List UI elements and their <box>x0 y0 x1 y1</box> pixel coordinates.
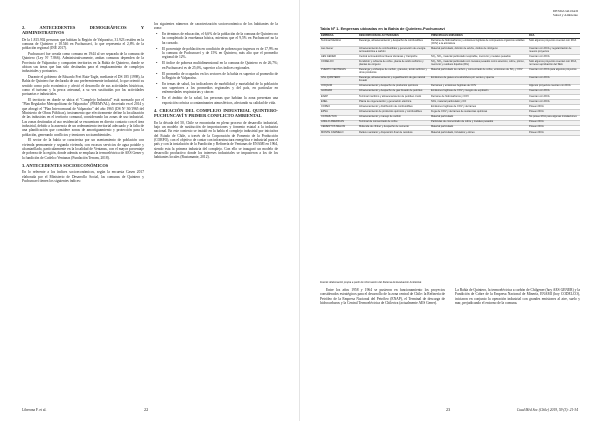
table-cell: Poseen RCA <box>528 105 580 110</box>
table-cell: Almacenamiento de productos químicos y combustibles <box>358 110 430 115</box>
table-cell: Terminal Maritimo <box>320 39 358 47</box>
bullet-item: • En el ámbito de la salud, las personas que habitan la zona presentan una exposición crónica a contaminantes atmosféricos, afectando su calidad de vida. <box>154 96 278 105</box>
paragraph: En lo referente a los índices socioeconómicos, según la encuesta Casen 2017 elaborada por el Ministerio de Desarrollo Social, las comunas de Quintero y Puchuncaví tienen los siguientes índices: <box>22 170 144 184</box>
table-cell: Terminal de concentrado de cobre <box>358 120 430 125</box>
column-header: RCA <box>528 34 580 39</box>
table-cell: Planta de cogeneración y generación eléctrica <box>358 100 430 105</box>
page-number-right: 23 <box>446 407 451 412</box>
table-cell: Fuga de COV y derrames de sustancias químicas <box>430 110 528 115</box>
table-cell: Material particulado <box>430 125 528 130</box>
table-row <box>320 39 580 47</box>
header-title: DESIGUALDAD <box>552 9 578 13</box>
table-cell: Material particulado de carbón y concentrado de cobre, emisiones de SO₂ y COV <box>430 68 528 76</box>
table-cell: CEMENTOS MELON <box>320 125 358 130</box>
left-column-2 <box>154 22 278 161</box>
column-header: EMPRESA <box>320 34 358 39</box>
paragraph: El territorio en donde se ubica el "Complejo Industrial" está normado por el "Plan Regulador Metropolitano de Valparaíso" (PREMVAL), decretado en el 2014 y que abrogó el "Plan Intercomunal de Valparaíso" del año 1965 (DS Nº 30/1965 del Ministerio de Obras Públicas), instrumento que efectivamente define la localización de las industrias en el territorio comunal, considerando las zonas de uso industrial. Las zonas destinadas al uso residencial se encuentran en directo contacto con el área industrial, debido a la ausencia de un ordenamiento territorial adecuado y la falta de una planificación que considere zonas de amortiguamiento y protección para la población, generando conflictos y tensiones socioambientales. <box>22 97 144 137</box>
table-source-note: Fuente: Elaboración propia a partir de información del Sistema de Evaluación Ambiental. <box>320 281 422 284</box>
table-cell: ENEL <box>320 100 358 105</box>
table-cell: GNL QUINTERO <box>320 76 358 84</box>
table-cell: Cuentan con RCA <box>528 95 580 100</box>
bullet-item: • El promedio de ocupados en los sectores de la bahía es superior al promedio de la Región de Valparaíso. <box>154 72 278 81</box>
table-cell: Cuentan con RCA <box>528 55 580 60</box>
paragraph: El sector de la bahía se caracteriza por un asentamiento de población con vivienda permanente y segunda vivienda, con escasos servicios de agua potable y alcantarillado, particularmente en la localidad de Ventanas, con el mayor porcentaje de pobreza de la región, donde además se emplaza la termoeléctrica de AES Gener y la fundición de Codelco Ventanas (Fundación Terram, 2018). <box>22 138 144 160</box>
table-cell: EPSA <box>320 110 358 115</box>
table-cell: No posee RCA para algunas instalaciones <box>528 115 580 120</box>
table-cell: Material particulado <box>430 115 528 120</box>
table-cell: Descarga, almacenamiento y despacho de combustibles <box>358 39 430 47</box>
table-caption: Tabla Nº 1. Empresas ubicadas en la Bahía de Quintero-Puchuncaví <box>320 26 445 31</box>
bullet-item: • En términos de educación, el 6,6% de la población de la comuna de Quintero no ha completado la enseñanza básica, mientras que el 9,5% en Puchuncaví no la ha cursado. <box>154 32 278 45</box>
table-cell: Terminal marítimo y almacenamiento de petróleo crudo <box>358 95 430 100</box>
bullet-item: • En temas de salud, los indicadores de morbilidad y mortalidad de la población son superiores a los promedios regionales y del país, en particular en enfermedades respiratorias y cáncer. <box>154 82 278 95</box>
section-heading-socioeconomic: 3. ANTECEDENTES SOCIOECONÓMICOS <box>22 162 109 168</box>
table-cell: Fundición y refinería de cobre, planta de ácido sulfúrico y plantas de oxígeno <box>358 60 430 68</box>
table-cell: AES GENER <box>320 55 358 60</box>
paragraph: Durante el gobierno de Eduardo Frei Ruiz-Tagle, mediante el DS 185 (1998), la Bahía de Quintero fue declarada de uso preferentemente industrial, lo que orientó su sentido como polo económico y afectó el desarrollo de sus actividades históricas, como el turismo y la pesca artesanal, a su vez sustituidas por las actividades portuarias e industriales. <box>22 74 144 97</box>
table-row <box>320 68 580 76</box>
running-header <box>553 9 578 17</box>
table-cell: ENAP <box>320 95 358 100</box>
table-cell: Almacenamiento de combustibles y generación de energía termoeléctrica a carbón <box>358 47 430 55</box>
table-cell: SO₂, NO₂, material particulado con metales pesados como arsénico, cobre, plomo, mercurio y residuos líquidos (RIL) <box>430 60 528 68</box>
table-cell: Derrame de hidrocarburos y COV <box>430 95 528 100</box>
table-cell: Molienda de clínker y despacho de cemento <box>358 125 430 130</box>
table-cell: PUERTO VENTANAS <box>320 68 358 76</box>
companies-table <box>320 33 580 136</box>
table-cell: Material particulado, lixiviados y olores <box>430 131 528 136</box>
paragraph: En la década del 50, Chile se encontraba en pleno proceso de desarrollo industrial, bajo un modelo de sustitución de importaciones y fomento estatal a la industria nacional. En este contexto se instaló en la bahía el complejo industrial por iniciativa del Estado de Chile, a través de la Corporación de Fomento de la Producción (CORFO), con el objetivo de contar con infraestructura energética e industrial para el país y con la instalación de la Fundición y Refinería de Ventanas de ENAMI en 1964, siendo esta la primera industria del complejo. Con ello se inauguró un modelo de desarrollo productivo donde los intereses industriales se impusieron a los de los habitantes locales (Bustamante, 2012). <box>154 120 278 160</box>
table-cell: Solo algunos proyectos cuentan con RCA <box>528 39 580 47</box>
left-column-1 <box>22 22 144 185</box>
table-cell: Relleno sanitario y disposición final de residuos <box>358 131 430 136</box>
table-cell: Central termoeléctrica Nueva Ventanas y Campiche <box>358 55 430 60</box>
table-cell: Cuentan con RCA <box>528 76 580 84</box>
table-cell: MONTE CARMELO <box>320 131 358 136</box>
bullet-item: • El índice de pobreza multidimensional en la comuna de Quintero es de 26,7%; en Puchuncaví es de 25,6%, superior a los índices regionales. <box>154 61 278 70</box>
table-cell: Emisiones fugitivas de COV y derrames <box>430 105 528 110</box>
column-header: PRINCIPALES EMISIONES <box>430 34 528 39</box>
table-row <box>320 131 580 136</box>
table-cell: Almacenamiento y despacho de gas licuado de petróleo <box>358 89 430 94</box>
right-page <box>300 0 600 421</box>
table-body <box>320 39 580 136</box>
table-cell: CODELCO <box>320 60 358 68</box>
section-heading-industrial-complex: 4. CREACIÓN DEL COMPLEJO INDUSTRIAL QUINTERO-PUCHUNCAVÍ Y PRIMER CONFLICTO AMBIENTAL <box>154 108 278 119</box>
section-heading-demographics: 2. ANTECEDENTES DEMOGRÁFICOS Y ADMINISTRATIVOS <box>22 25 144 35</box>
table-cell: Solo algunos proyectos cuentan con RCA, no tienen aprobación del SEA <box>528 60 580 68</box>
bullet-list <box>154 32 278 105</box>
bullet-item: • El porcentaje de población en condición de pobreza por ingresos es de 17,9% en la comuna de Puchuncaví y de 15% en Quintero, más alto que el promedio regional de 12%. <box>154 47 278 60</box>
table-cell: CATAMUTUN <box>320 115 358 120</box>
table-cell: Partículas de concentrado de cobre y metales pesados <box>430 120 528 125</box>
table-cell: Cuentan con RCA <box>528 89 580 94</box>
paragraph: Puchuncaví fue creada como comuna en 1944 al ser separada de la comuna de Quintero (Ley Nº 7.866). Administrativamente, ambas comunas dependen de la Provincia de Valparaíso y comparten territorios en la Bahía de Quintero, donde se ubican sus áreas que han sido destinadas para el emplazamiento de complejos industriales y portuarios. <box>22 51 144 74</box>
table-cell: Almacenamiento y manejo de carbón <box>358 115 430 120</box>
table-cell: Cuentan con RCA para algunos proyectos <box>528 68 580 76</box>
paragraph: Entre los años 1958 y 1964 se pusieron en funcionamiento los proyectos considerados estratégicos para el desarrollo de la zona central de Chile: la Refinería de Petróleo de la Empresa Nacional del Petróleo (ENAP), el Terminal de descarga de hidrocarburos y la Central Termoeléctrica de Chilectra (actualmente AES Gener). <box>320 288 445 306</box>
column-header: DESCRIPCIÓN DE ACTIVIDADES <box>358 34 430 39</box>
table-cell: Derrames y emisiones fugitivas de COV <box>430 84 528 89</box>
table-cell: Algunos proyectos cuentan con RCA <box>528 84 580 89</box>
table-cell: Derrame de hidrocarburos y emisiones fugitivas de compuestos orgánicos volátiles (COV) a la atmósfera <box>430 39 528 47</box>
table-cell: Almacenamiento y distribución de combustibles <box>358 105 430 110</box>
right-column-2 <box>455 288 580 307</box>
table-cell: NOx, material particulado y CO <box>430 100 528 105</box>
table-cell: ANGLO AMERICAN <box>320 120 358 125</box>
table-cell: Poseen RCA <box>528 110 580 115</box>
table-cell: Aes Gener <box>320 47 358 55</box>
footer-author: Liberona F. et al. <box>22 408 47 412</box>
table-cell: Poseen RCA <box>528 125 580 130</box>
table-cell: COPEC <box>320 105 358 110</box>
footer-journal: Cuad Méd Soc (Chile) 2019, 59 (3): 21-34 <box>516 408 578 412</box>
table-cell: Emisiones de gases a la atmósfera por venteo y quema <box>430 76 528 84</box>
table-row <box>320 60 580 68</box>
paragraph: los siguientes números de caracterización socioeconómica de los habitantes de la zona: <box>154 22 278 31</box>
table-cell: Almacenamiento y despacho de productos químicos <box>358 84 430 89</box>
table-cell: Cuentan con RCA <box>528 100 580 105</box>
table-cell: GASMAR <box>320 89 358 94</box>
table-cell: SO₂, NO₂, material particulado respirable, mercurio y metales pesados <box>430 55 528 60</box>
right-column-1 <box>320 288 445 307</box>
paragraph: La Bahía de Quintero, la termoeléctrica a carbón de Chilgener (hoy AES GENER) y la Fundición de Cobre de la Empresa Nacional de Minería, ENAMI (hoy CODELCO), iniciaron en conjunto la operación industrial con grandes emisiones al aire, suelo y mar, perjudicando el entorno de la comuna. <box>455 288 580 306</box>
table-cell: Poseen RCA <box>528 120 580 125</box>
table-cell: Emisiones fugitivas de COV y riesgos de explosión <box>430 89 528 94</box>
table-cell: Poseen RCA <box>528 131 580 136</box>
page-number-left: 22 <box>144 407 149 412</box>
paragraph: De la 1.815.902 personas que habitan la Región de Valparaíso, 31.923 residen en la comuna de Quintero y 18.546 en Puchuncaví, lo que representa el 2,8% de la población regional (INE 2017). <box>22 37 144 51</box>
table-cell: OXIQUIM <box>320 84 358 89</box>
table-cell: Material particulado, dióxido de azufre, óxidos de nitrógeno <box>430 47 528 55</box>
table-cell: Descarga y embarque de carbón, graneles, ácido sulfúrico y otros productos <box>358 68 430 76</box>
table-cell: Cuentan con RCA y regularización de nuevos proyectos <box>528 47 580 55</box>
header-subtitle: Salud y Ambiente <box>552 13 578 18</box>
table-cell: Descarga, almacenamiento y regasificación de gas natural licuado <box>358 76 430 84</box>
table-row <box>320 47 580 55</box>
